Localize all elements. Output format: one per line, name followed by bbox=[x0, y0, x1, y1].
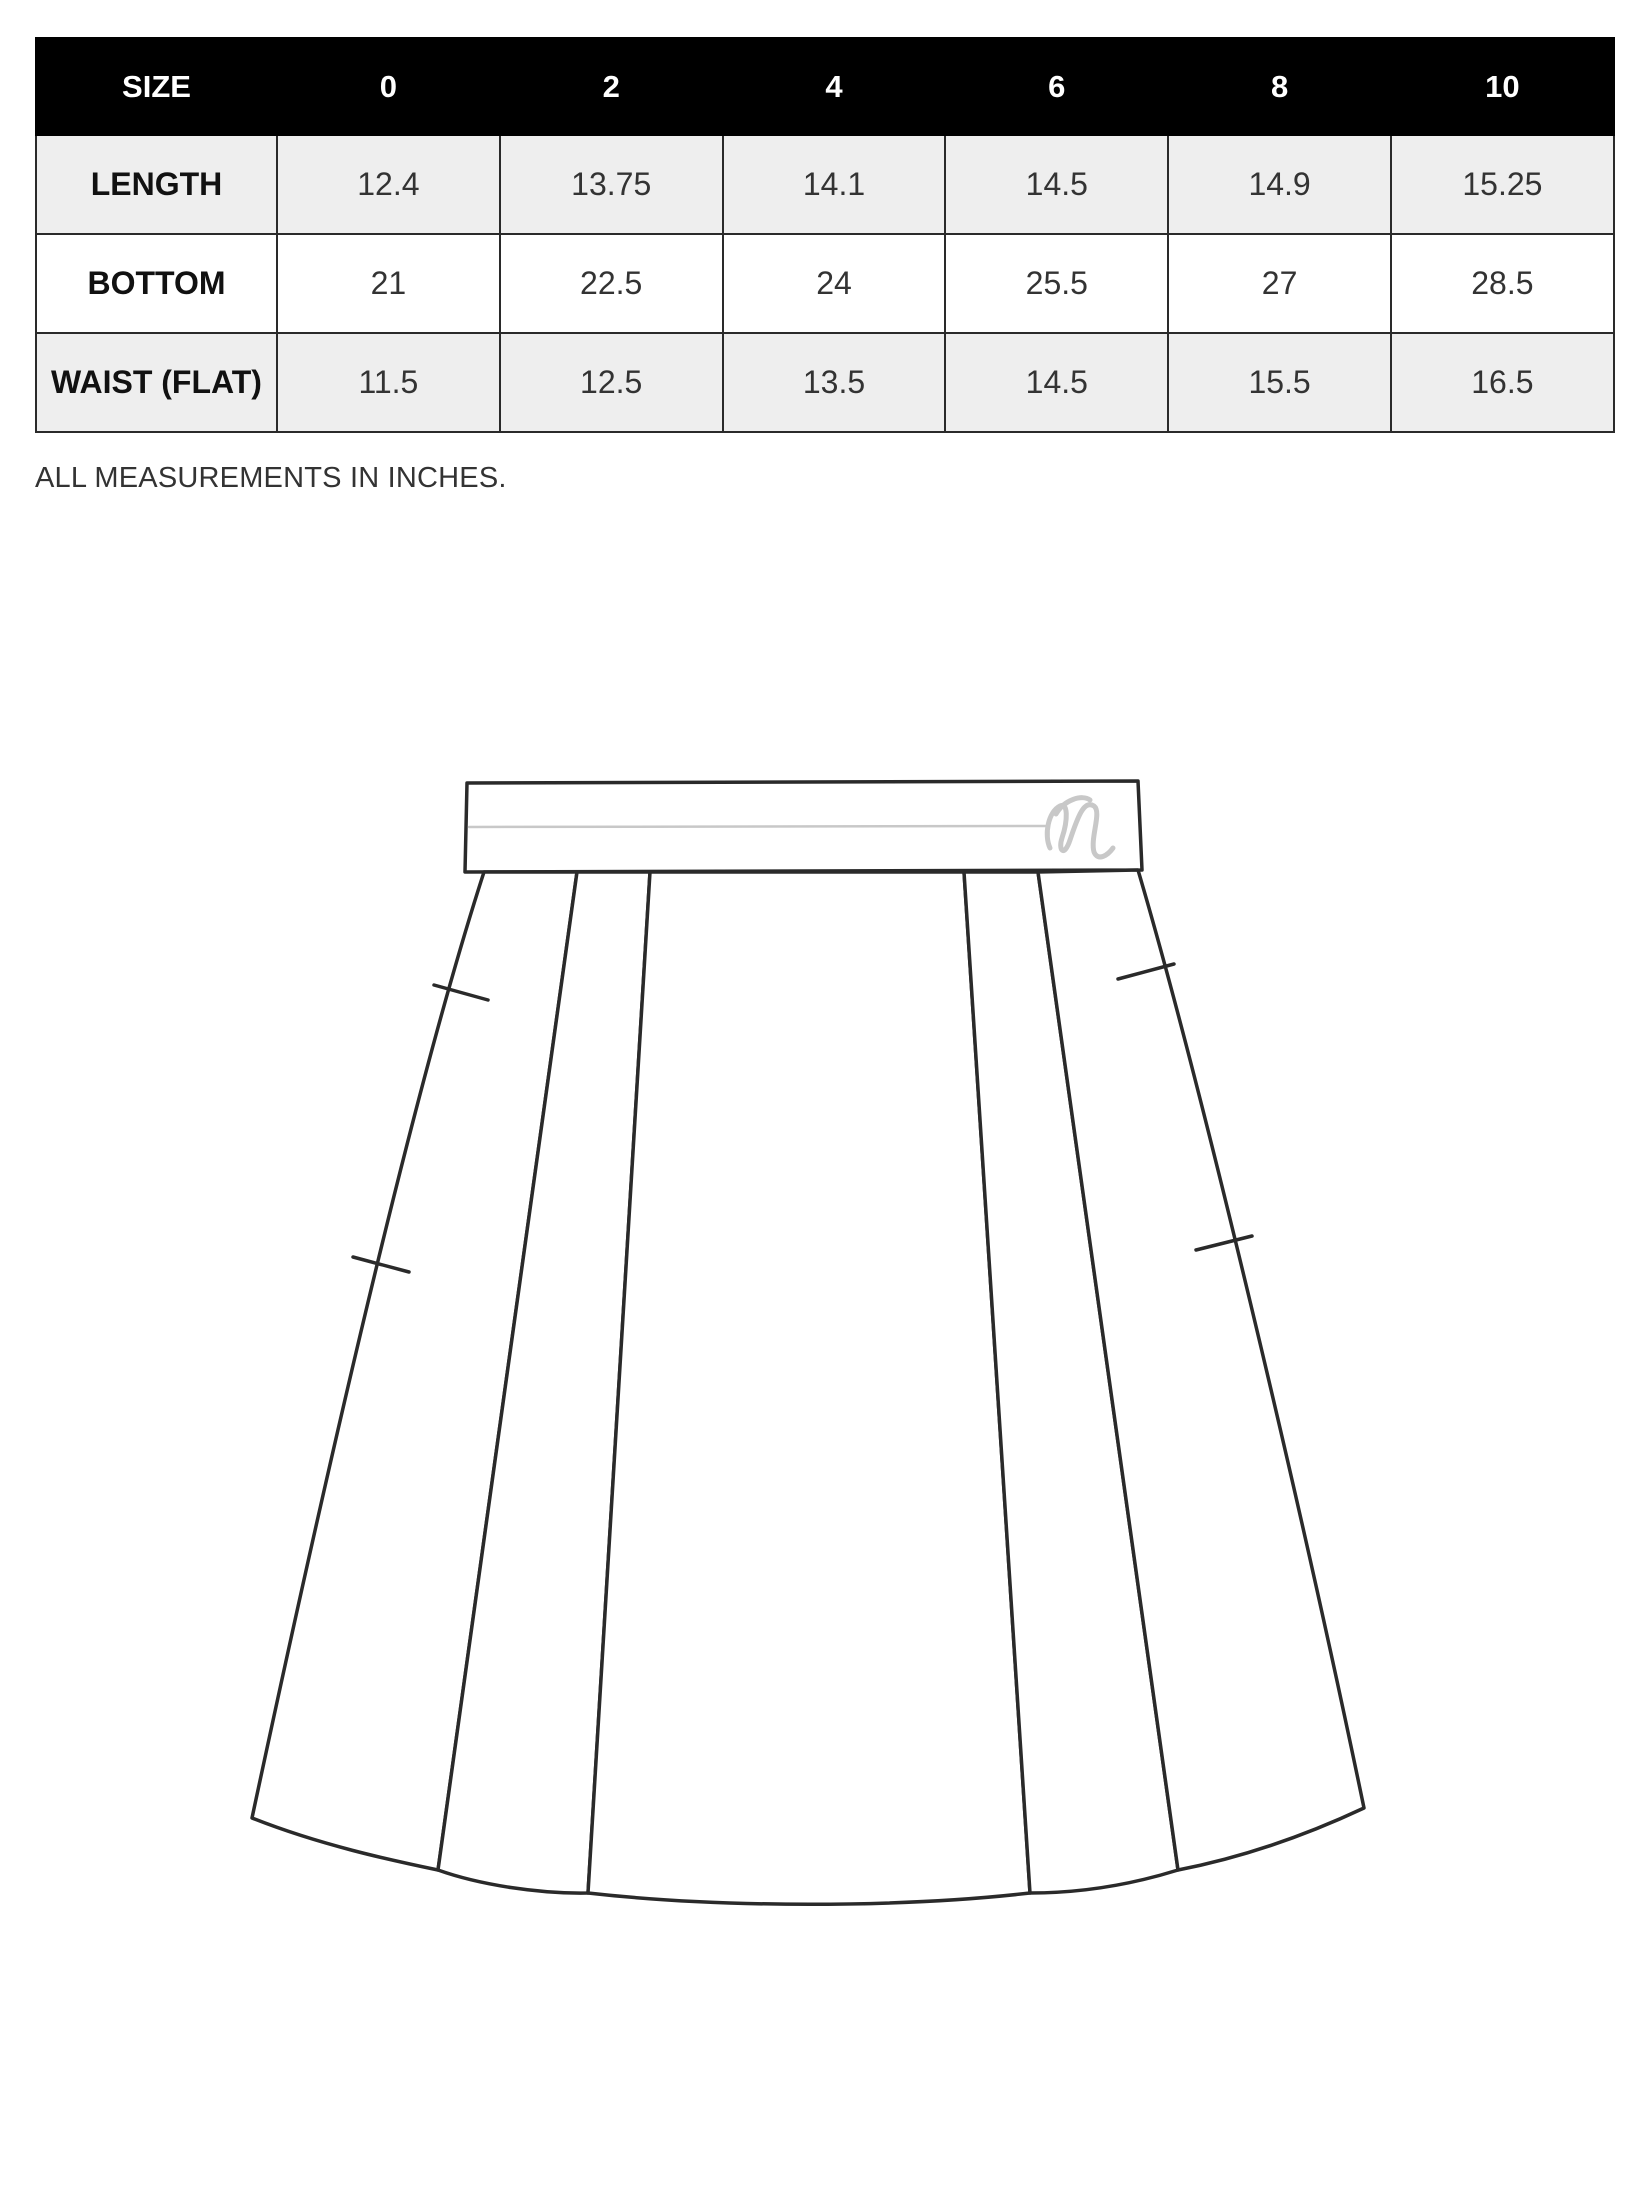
size-header-cell: 4 bbox=[723, 38, 946, 135]
table-cell: 16.5 bbox=[1391, 333, 1614, 432]
row-label-length: LENGTH bbox=[36, 135, 277, 234]
table-cell: 24 bbox=[723, 234, 946, 333]
waistband-stitch-line bbox=[469, 826, 1045, 827]
table-cell: 22.5 bbox=[500, 234, 723, 333]
size-header-cell: 0 bbox=[277, 38, 500, 135]
skirt-center-panel bbox=[588, 872, 1030, 1904]
size-header-cell: 8 bbox=[1168, 38, 1391, 135]
table-cell: 21 bbox=[277, 234, 500, 333]
table-cell: 13.75 bbox=[500, 135, 723, 234]
table-cell: 28.5 bbox=[1391, 234, 1614, 333]
size-header-cell: 6 bbox=[945, 38, 1168, 135]
row-label-waist: WAIST (FLAT) bbox=[36, 333, 277, 432]
size-header-cell: 10 bbox=[1391, 38, 1614, 135]
table-cell: 12.5 bbox=[500, 333, 723, 432]
table-cell: 14.1 bbox=[723, 135, 946, 234]
table-cell: 11.5 bbox=[277, 333, 500, 432]
table-cell: 25.5 bbox=[945, 234, 1168, 333]
table-cell: 13.5 bbox=[723, 333, 946, 432]
table-cell: 15.5 bbox=[1168, 333, 1391, 432]
table-cell: 27 bbox=[1168, 234, 1391, 333]
table-cell: 15.25 bbox=[1391, 135, 1614, 234]
table-cell: 14.9 bbox=[1168, 135, 1391, 234]
size-header-label: SIZE bbox=[36, 38, 277, 135]
table-cell: 12.4 bbox=[277, 135, 500, 234]
size-header-cell: 2 bbox=[500, 38, 723, 135]
measurement-note: ALL MEASUREMENTS IN INCHES. bbox=[35, 462, 507, 494]
row-label-bottom: BOTTOM bbox=[36, 234, 277, 333]
table-cell: 14.5 bbox=[945, 333, 1168, 432]
table-cell: 14.5 bbox=[945, 135, 1168, 234]
